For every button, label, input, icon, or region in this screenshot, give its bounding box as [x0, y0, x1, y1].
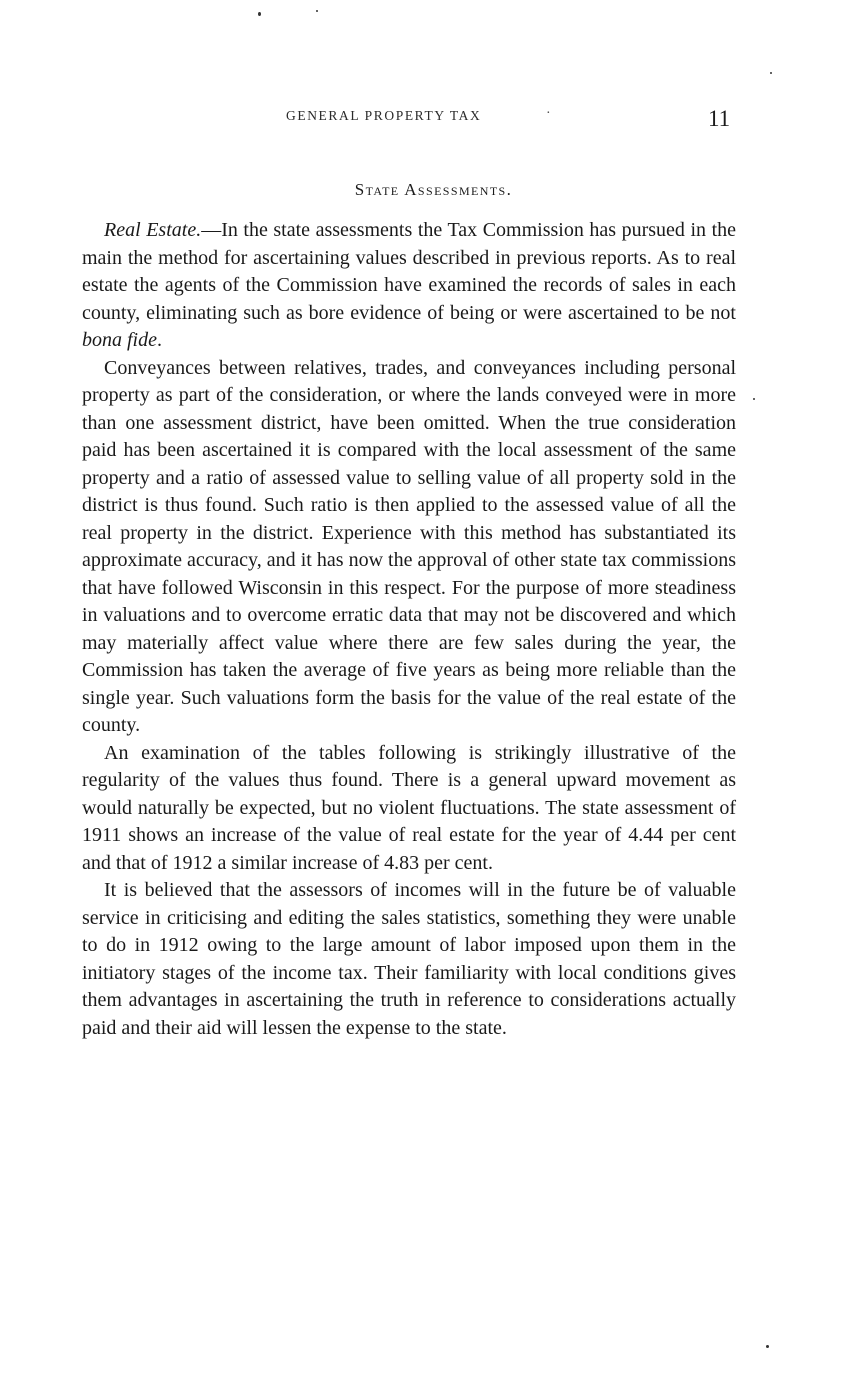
scan-speck	[316, 10, 318, 12]
run-in-heading: Real Estate.	[104, 219, 202, 241]
scan-speck	[770, 72, 772, 74]
scan-speck	[766, 1345, 769, 1348]
scan-speck	[258, 12, 261, 16]
paragraph-1-lead: —In the state assessments the Tax Commission has pursued in the main the method for ascertaining values described in previous reports. As to real estate the agents of the Commission have examined the records of sales in each county, eliminating such as bore evidence of being or were ascertained to be not	[82, 219, 737, 324]
paragraph-assessors: It is believed that the assessors of incomes will in the future be of valuable service in criticising and editing the sales statistics, something they were unable to do in 1912 owing to the large amount of labor imposed upon them in the initiatory stages of the income tax. Their familiarity with local conditions gives them advantages in ascertaining the truth in reference to considerations actually paid and their aid will lessen the expense to the state.	[82, 879, 736, 1039]
page-number: 11	[708, 106, 731, 131]
scan-speck	[753, 398, 755, 400]
body-text	[82, 217, 736, 1042]
emphasis-bona-fide: bona fide	[82, 329, 157, 351]
running-head: GENERAL PROPERTY TAX	[286, 108, 482, 123]
paragraph-1-tail: .	[157, 329, 162, 351]
running-head-dot: ·	[546, 106, 551, 121]
section-title: State Assessments.	[354, 180, 513, 199]
paragraph-real-estate	[82, 217, 736, 355]
paragraph-examination: An examination of the tables following is strikingly illustrative of the regularity of the values thus found. There is a general upward movement as would naturally be expected, but no violent fluctuations. The state assessment of 1911 shows an increase of the value of real estate for the year of 4.44 per cent and that of 1912 a similar increase of 4.83 per cent.	[82, 741, 736, 874]
paragraph-conveyances: Conveyances between relatives, trades, and conveyances including personal property as part of the consideration, or where the lands conveyed were in more than one assessment district, have been omitted. When the true consideration paid has been ascertained it is compared with the local assessment of the same property and a ratio of assessed value to selling value of all property sold in the district is thus found. Such ratio is then applied to the assessed value of all the real property in the district. Experience with this method has substantiated its approximate accuracy, and it has now the approval of other state tax commissions that have followed Wisconsin in this respect. For the purpose of more steadiness in valuations and to overcome erratic data that may not be discovered and which may materially affect value where there are few sales during the year, the Commission has taken the average of five years as being more reliable than the single year. Such valuations form the basis for the value of the real estate of the county.	[82, 356, 736, 736]
